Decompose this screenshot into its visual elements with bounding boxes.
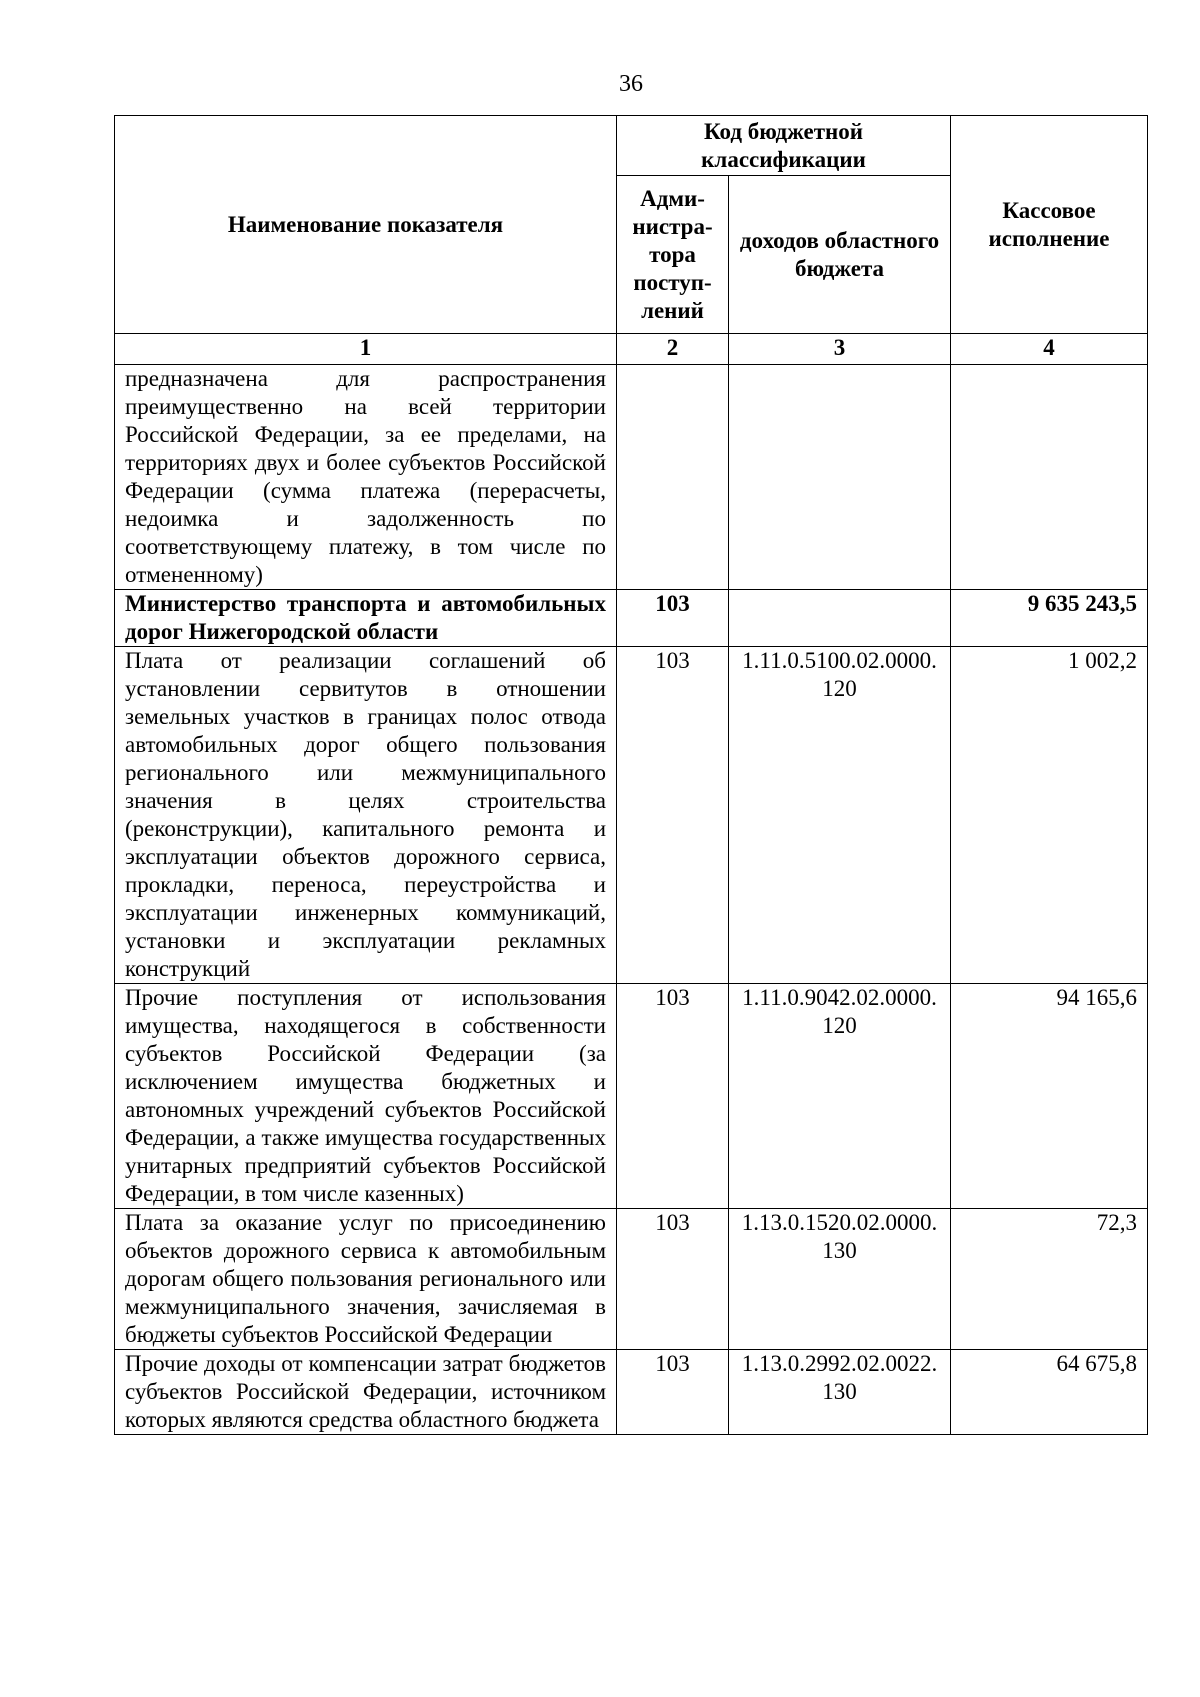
admin-code: 103 <box>617 984 729 1209</box>
table-row <box>115 984 1148 1209</box>
header-cash-execution: Кассовое исполнение <box>951 116 1148 334</box>
page-number: 36 <box>619 71 643 97</box>
indicator-name: Плата от реализации соглашений об установлении сервитутов в отношении земельных участков в границах полос отвода автомобильных дорог общего пользования регионального или межмуниципального значения в целях строительства (реконструкции), капитального ремонта и эксплуатации объектов дорожного сервиса, прокладки, переноса, переустройства и эксплуатации инженерных коммуникаций, установки и эксплуатации рекламных конструкций <box>115 647 617 984</box>
cash-amount: 1 002,2 <box>951 647 1148 984</box>
table-row <box>115 590 1148 647</box>
cash-amount: 72,3 <box>951 1209 1148 1350</box>
cash-amount: 9 635 243,5 <box>951 590 1148 647</box>
admin-code <box>617 365 729 590</box>
income-code <box>729 590 951 647</box>
income-code <box>729 365 951 590</box>
column-number-row <box>115 334 1148 365</box>
table-row <box>115 647 1148 984</box>
table-row <box>115 365 1148 590</box>
admin-code: 103 <box>617 1350 729 1435</box>
admin-code: 103 <box>617 1209 729 1350</box>
admin-code: 103 <box>617 647 729 984</box>
income-code: 1.11.0.5100.02.0000. 120 <box>729 647 951 984</box>
cash-amount: 94 165,6 <box>951 984 1148 1209</box>
table-row <box>115 1209 1148 1350</box>
column-number: 3 <box>729 334 951 365</box>
budget-table <box>114 115 1148 1435</box>
column-number: 1 <box>115 334 617 365</box>
admin-code: 103 <box>617 590 729 647</box>
cash-amount <box>951 365 1148 590</box>
indicator-name: Прочие доходы от компенсации затрат бюджетов субъектов Российской Федерации, источником которых являются средства областного бюджета <box>115 1350 617 1435</box>
column-number: 2 <box>617 334 729 365</box>
indicator-name: Министерство транспорта и автомобильных дорог Нижегородской области <box>115 590 617 647</box>
header-code-group: Код бюджетной классификации <box>617 116 951 176</box>
indicator-name: Прочие поступления от использования имущества, находящегося в собственности субъектов Российской Федерации (за исключением имущества бюджетных и автономных учреждений субъектов Российской Федерации, а также имущества государственных унитарных предприятий субъектов Российской Федерации, в том числе казенных) <box>115 984 617 1209</box>
indicator-name: предназначена для распространения преимущественно на всей территории Российской Федерации, за ее пределами, на территориях двух и более субъектов Российской Федерации (сумма платежа (перерасчеты, недоимка и задолженность по соответствующему платежу, в том числе по отмененному) <box>115 365 617 590</box>
header-administrator: Адми-нистра-тора поступ-лений <box>617 176 729 334</box>
cash-amount: 64 675,8 <box>951 1350 1148 1435</box>
income-code: 1.13.0.1520.02.0000. 130 <box>729 1209 951 1350</box>
column-number: 4 <box>951 334 1148 365</box>
table-row <box>115 1350 1148 1435</box>
income-code: 1.13.0.2992.02.0022. 130 <box>729 1350 951 1435</box>
indicator-name: Плата за оказание услуг по присоединению объектов дорожного сервиса к автомобильным дорогам общего пользования регионального или межмуниципального значения, зачисляемая в бюджеты субъектов Российской Федерации <box>115 1209 617 1350</box>
income-code: 1.11.0.9042.02.0000. 120 <box>729 984 951 1209</box>
header-indicator-name: Наименование показателя <box>115 116 617 334</box>
header-income: доходов областного бюджета <box>729 176 951 334</box>
